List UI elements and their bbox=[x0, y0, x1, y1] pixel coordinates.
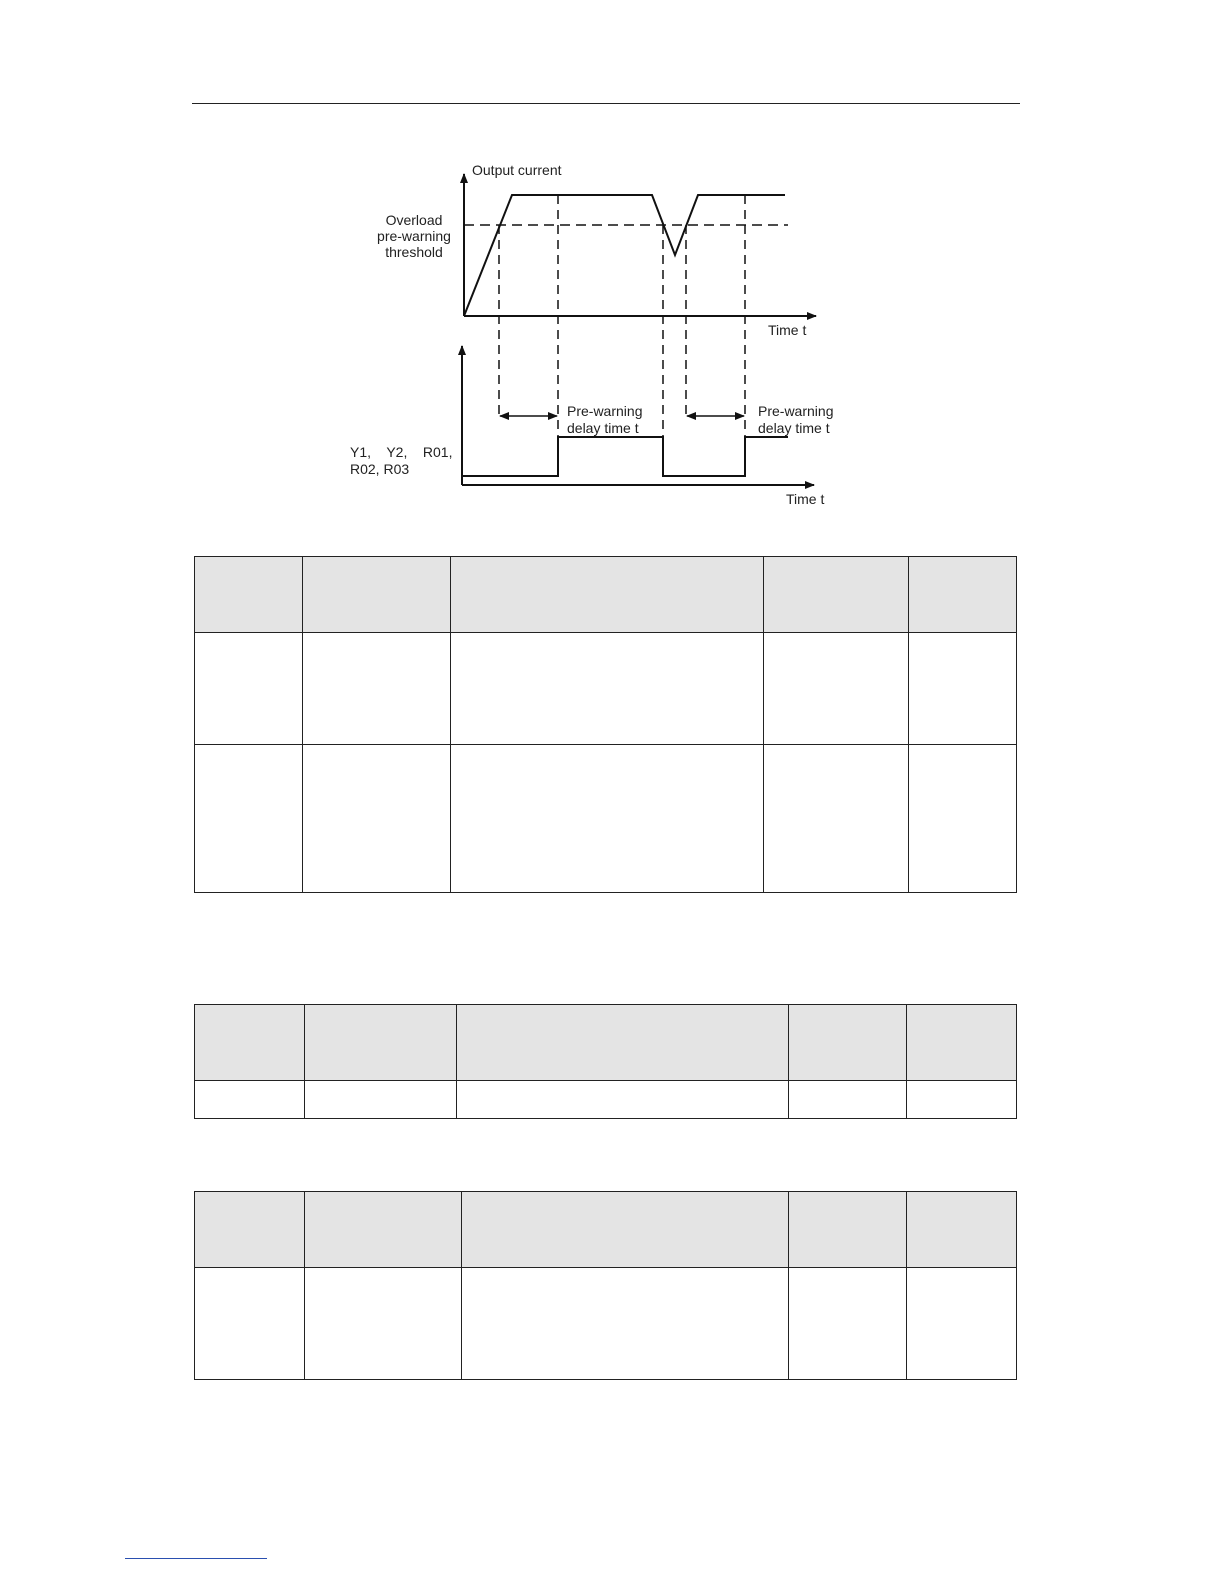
header-cell bbox=[451, 557, 764, 633]
delay-label-2b: delay time t bbox=[758, 420, 830, 436]
header-rule bbox=[192, 103, 1020, 104]
table-cell bbox=[907, 1081, 1017, 1119]
table-cell bbox=[303, 633, 451, 745]
table-header-row bbox=[195, 1005, 1017, 1081]
table-cell bbox=[195, 1081, 305, 1119]
header-cell bbox=[195, 1192, 305, 1268]
delay-label-2a: Pre-warning bbox=[758, 403, 834, 419]
table-cell bbox=[909, 633, 1017, 745]
table-row bbox=[195, 745, 1017, 893]
threshold-label-2: pre-warning bbox=[377, 228, 451, 244]
header-cell bbox=[789, 1192, 907, 1268]
table-header-row bbox=[195, 557, 1017, 633]
table-cell bbox=[451, 633, 764, 745]
delay-label-1a: Pre-warning bbox=[567, 403, 643, 419]
table-cell bbox=[764, 745, 909, 893]
table-cell bbox=[195, 745, 303, 893]
header-cell bbox=[909, 557, 1017, 633]
table-row bbox=[195, 1081, 1017, 1119]
threshold-label-3: threshold bbox=[385, 244, 443, 260]
header-cell bbox=[764, 557, 909, 633]
threshold-label-1: Overload bbox=[385, 212, 443, 228]
header-cell bbox=[195, 557, 303, 633]
table-cell bbox=[451, 745, 764, 893]
time-label-bottom: Time t bbox=[786, 491, 825, 507]
header-cell bbox=[305, 1005, 457, 1081]
output-label-1: Y1, Y2, R01, bbox=[350, 444, 453, 460]
table-row bbox=[195, 1268, 1017, 1380]
timing-diagram-svg bbox=[340, 160, 860, 515]
header-cell bbox=[303, 557, 451, 633]
header-cell bbox=[305, 1192, 462, 1268]
parameter-table-2 bbox=[194, 1004, 1017, 1119]
table-cell bbox=[303, 745, 451, 893]
table-row bbox=[195, 633, 1017, 745]
table-cell bbox=[907, 1268, 1017, 1380]
y-axis-label: Output current bbox=[472, 162, 562, 178]
table-cell bbox=[789, 1081, 907, 1119]
header-cell bbox=[907, 1005, 1017, 1081]
table-cell bbox=[909, 745, 1017, 893]
time-label-top: Time t bbox=[768, 322, 807, 338]
table-header-row bbox=[195, 1192, 1017, 1268]
table-cell bbox=[195, 1268, 305, 1380]
parameter-table-1 bbox=[194, 556, 1017, 893]
delay-label-1b: delay time t bbox=[567, 420, 639, 436]
header-cell bbox=[457, 1005, 789, 1081]
table-cell bbox=[195, 633, 303, 745]
output-label-2: R02, R03 bbox=[350, 461, 410, 477]
output-current-curve bbox=[464, 195, 785, 316]
table-cell bbox=[764, 633, 909, 745]
header-cell bbox=[195, 1005, 305, 1081]
table-cell bbox=[305, 1081, 457, 1119]
overload-prewarning-diagram bbox=[340, 160, 860, 515]
footer-link-underline bbox=[125, 1558, 267, 1559]
parameter-table-3 bbox=[194, 1191, 1017, 1380]
table-cell bbox=[789, 1268, 907, 1380]
table-cell bbox=[457, 1081, 789, 1119]
header-cell bbox=[462, 1192, 789, 1268]
header-cell bbox=[907, 1192, 1017, 1268]
table-cell bbox=[462, 1268, 789, 1380]
table-cell bbox=[305, 1268, 462, 1380]
header-cell bbox=[789, 1005, 907, 1081]
output-signal-waveform bbox=[462, 437, 788, 476]
